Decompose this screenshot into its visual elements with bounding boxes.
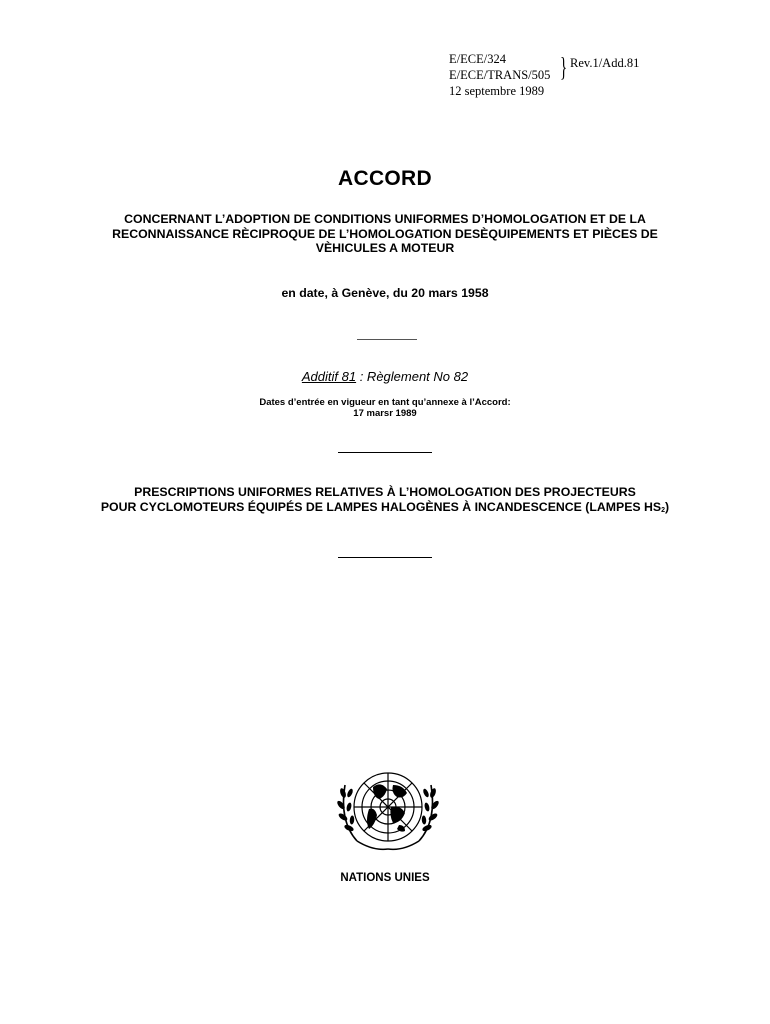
entry-into-force xyxy=(0,397,770,419)
addendum-number: Additif 81 xyxy=(301,369,357,384)
united-nations-emblem-icon xyxy=(333,763,443,858)
document-symbols xyxy=(449,51,550,99)
regulation-label: : Règlement No 82 xyxy=(356,369,469,384)
organization-name: NATIONS UNIES xyxy=(340,872,430,884)
regulation-title xyxy=(0,485,770,518)
document-date: 12 septembre 1989 xyxy=(449,84,545,98)
agreement-date: en date, à Genève, du 20 mars 1958 xyxy=(281,286,489,300)
entry-into-force-label: Dates d’entrée en vigueur en tant qu’annexe à l’Accord: xyxy=(259,397,511,408)
brace-icon: } xyxy=(560,52,568,82)
agreement-subtitle xyxy=(90,212,680,256)
revision-label: Rev.1/Add.81 xyxy=(570,56,640,70)
subscript: 2 xyxy=(661,506,666,514)
separator-line xyxy=(338,452,432,453)
subtitle-line: RECONNAISSANCE RÈCIPROQUE DE L’HOMOLOGATION DESÈQUIPEMENTS ET PIÈCES DE xyxy=(112,226,658,241)
symbol-ece: E/ECE/324 xyxy=(449,52,506,66)
subtitle-line: CONCERNANT L’ADOPTION DE CONDITIONS UNIFORMES D’HOMOLOGATION ET DE LA xyxy=(124,212,646,226)
page-title: ACCORD xyxy=(338,167,432,190)
regulation-title-line: PRESCRIPTIONS UNIFORMES RELATIVES À L’HOMOLOGATION DES PROJECTEURS xyxy=(134,485,636,499)
regulation-title-line xyxy=(0,500,770,519)
entry-into-force-date: 17 marsr 1989 xyxy=(353,408,417,419)
separator-line xyxy=(357,339,417,340)
closing-paren: ) xyxy=(665,499,670,514)
regulation-title-text: POUR CYCLOMOTEURS ÉQUIPÉS DE LAMPES HALOGÈNES À INCANDESCENCE (LAMPES HS xyxy=(100,499,662,514)
subtitle-line: VÈHICULES A MOTEUR xyxy=(315,241,455,255)
addendum-heading xyxy=(0,369,770,384)
separator-line xyxy=(338,557,432,558)
symbol-ece-trans: E/ECE/TRANS/505 xyxy=(449,68,551,82)
